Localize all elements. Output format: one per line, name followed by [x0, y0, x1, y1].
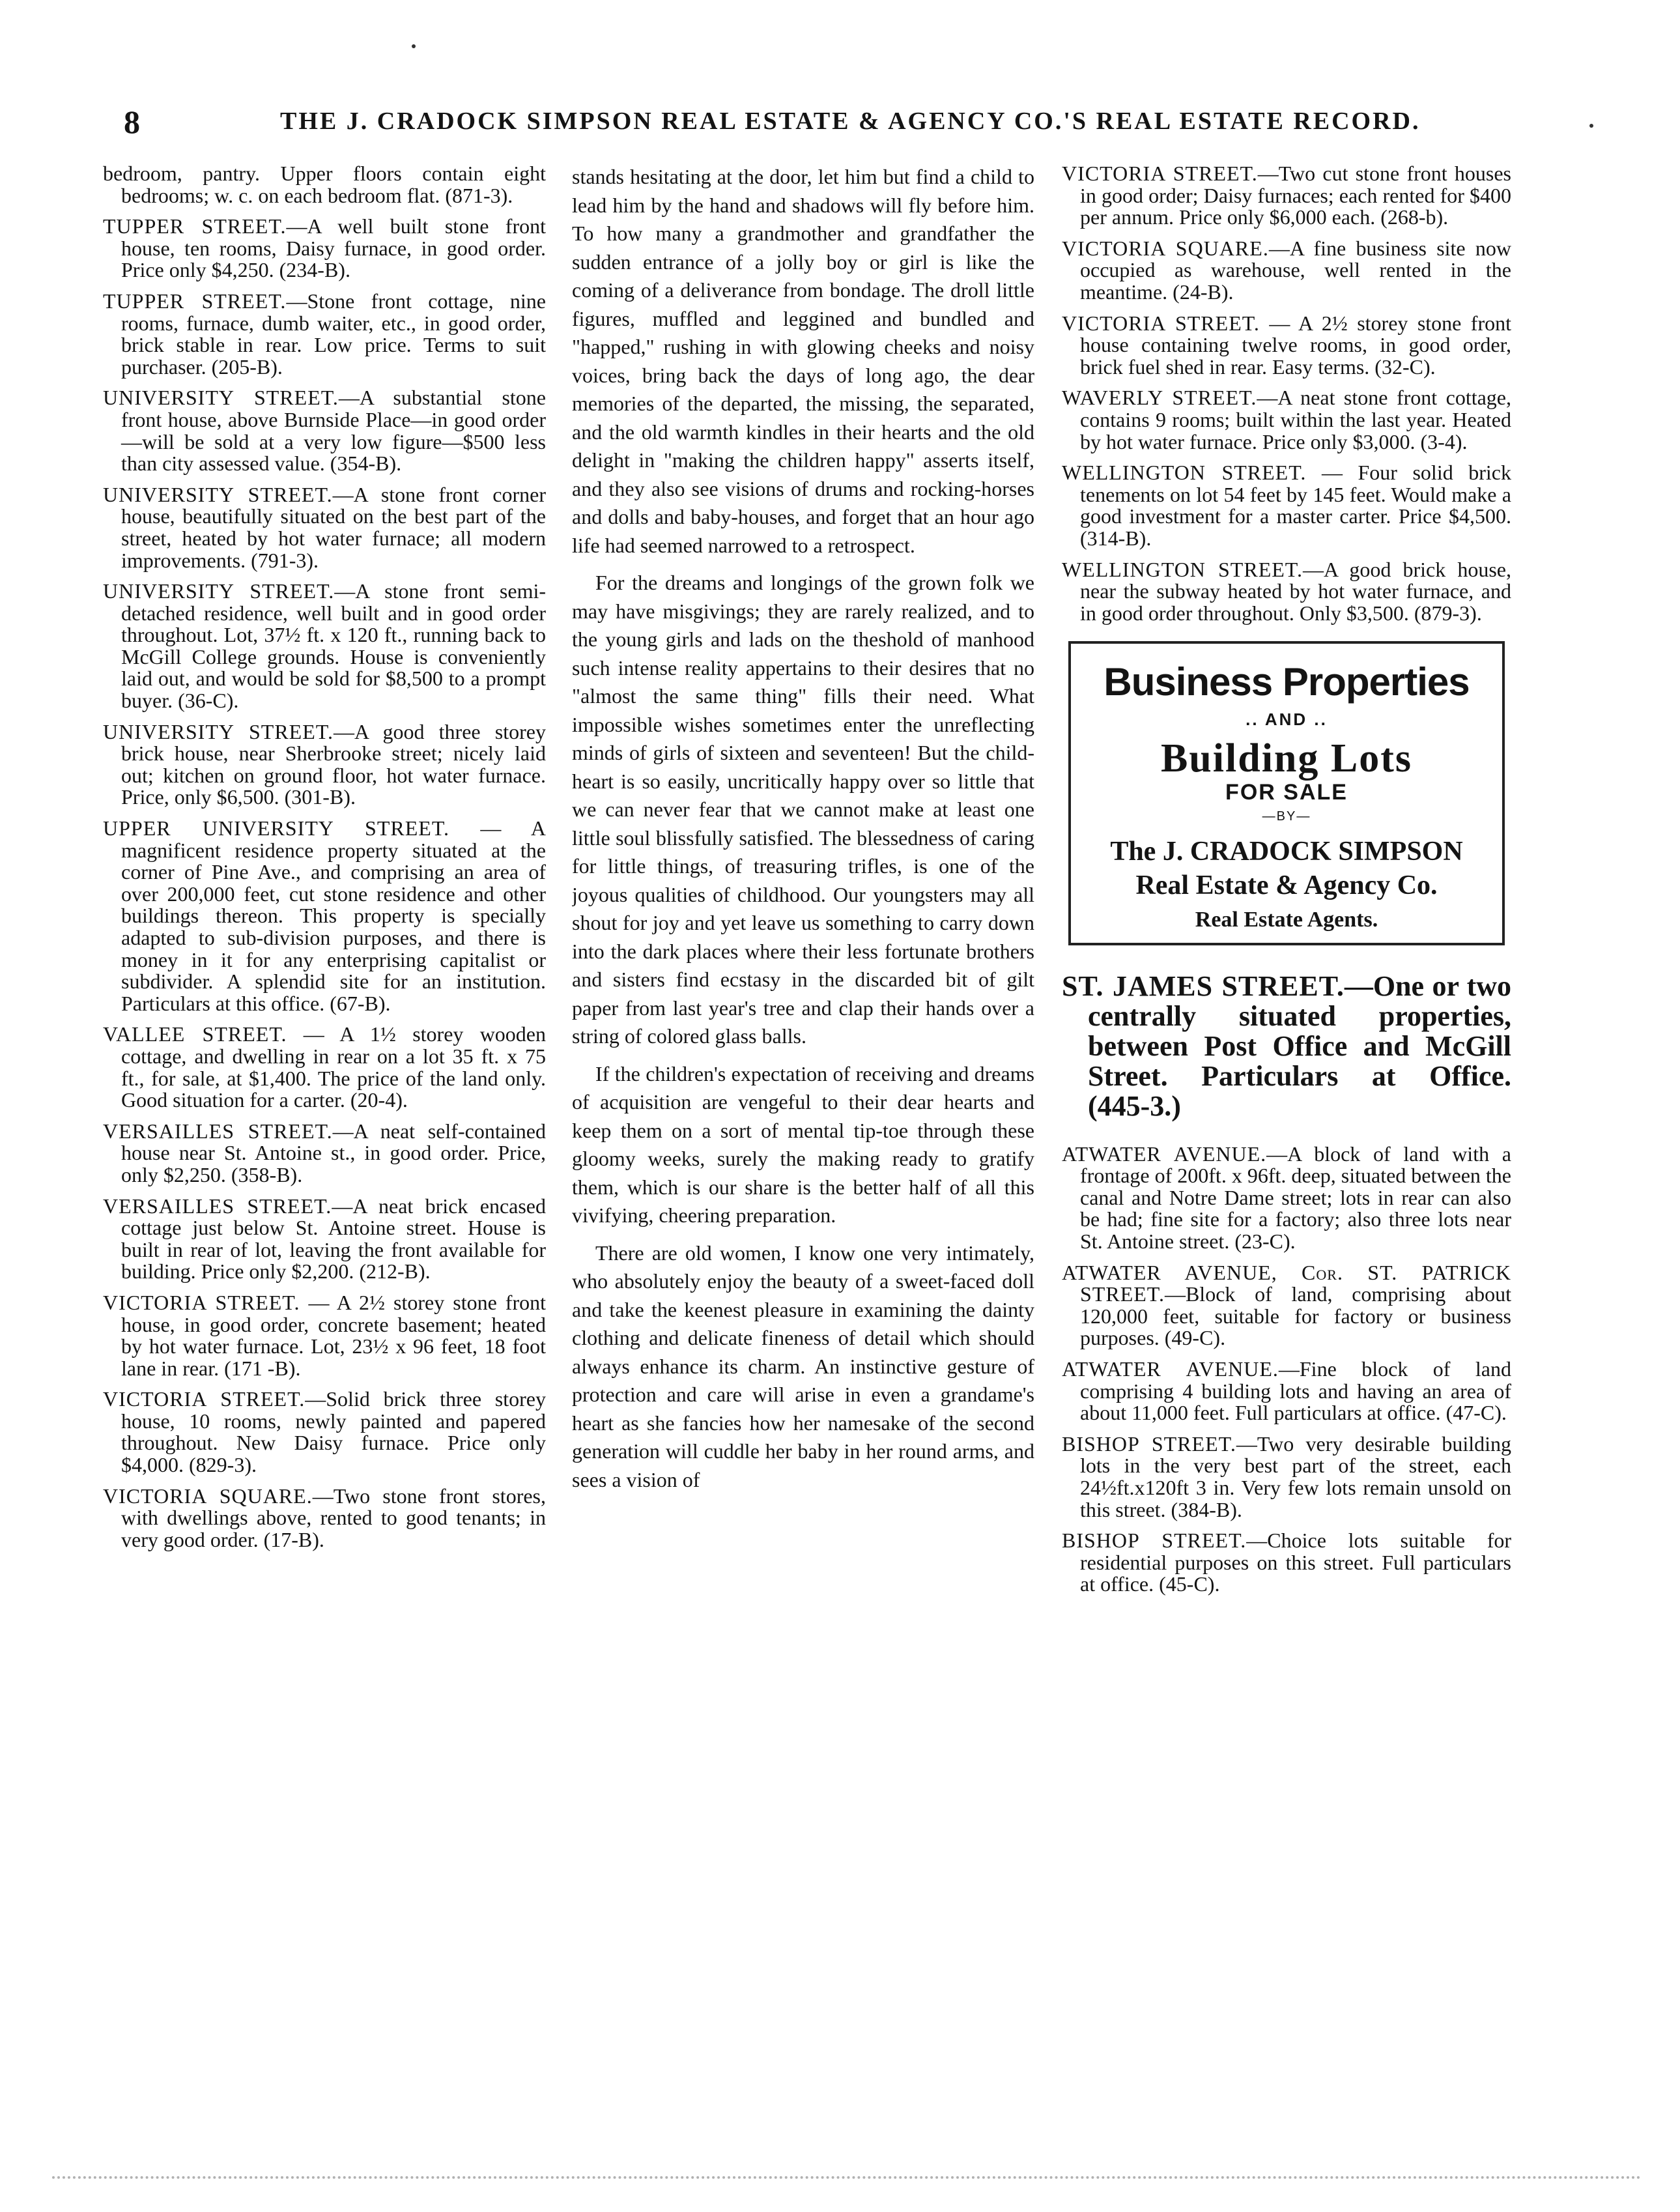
ad-headline: Business Properties — [1103, 660, 1470, 704]
bottom-smudge — [52, 2176, 1642, 2181]
listing-item — [1062, 462, 1511, 549]
ad-for-sale: FOR SALE — [1225, 779, 1348, 805]
listing-street: UNIVERSITY STREET. — [103, 482, 333, 506]
listing-item — [1062, 1262, 1511, 1349]
listing-ref: (301-B). — [284, 785, 356, 809]
listing-ref: (45-C). — [1159, 1572, 1220, 1596]
listing-street: VALLEE STREET. — [103, 1022, 287, 1046]
listing-item — [103, 1486, 546, 1551]
running-head: THE J. CRADOCK SIMPSON REAL ESTATE & AGENCY CO.'S REAL ESTATE RECORD. — [280, 108, 1421, 135]
listing-item — [103, 216, 546, 281]
listing-street: ST. JAMES STREET. — [1062, 970, 1345, 1002]
listing-item — [103, 387, 546, 474]
listing-text: — A magnificent residence property situated at the corner of Pine Ave., and comprising an area of over 200,000 feet, cut stone residence and other buildings thereon. This property is specially adapted to sub-division purposes, and there is money in it for any enterprising capitalist or subdivider. A splendid site for an institution. Particulars at this office. — [121, 816, 546, 1015]
listing-street: WAVERLY STREET. — [1062, 386, 1257, 410]
listing-text: —Fine block of land comprising 4 building lots and having an area of about 11,000 feet. Full particulars at office. — [1080, 1357, 1511, 1425]
ad-and: .. AND .. — [1246, 710, 1328, 730]
ad-company-name: The J. CRADOCK SIMPSON — [1110, 837, 1463, 867]
listing-ref: (32-C). — [1374, 354, 1436, 379]
listing-item — [103, 1388, 546, 1476]
listing-group-bottom — [1062, 1143, 1511, 1596]
listing-ref: (20-4). — [350, 1088, 408, 1112]
listing-text: —Block of land, comprising about 120,000 feet, suitable for factory or business purposes. — [1080, 1282, 1511, 1350]
listing-street: TUPPER STREET. — [103, 214, 287, 238]
column-listings-right — [1062, 163, 1511, 2131]
editorial-paragraph: For the dreams and longings of the grown folk we may have misgivings; they are rarely realized, and to the young girls and lads on the theshold of manhood such intense reality appertains to their desires that no "almost the same thing" fills their need. What impossible wishes sometimes enter the unreflecting minds of girls of sixteen and seventeen! But the child-heart is so easily, uncritically happy over so little that we can never fear that we cannot make at least one little soul blissfully satisfied. The blessedness of caring for little things, of treasuring trifles, is one of the joyous qualities of childhood. Our youngsters may all shout for joy and yet leave us something to carry down into the dark places where their less fortunate brothers and sisters find ecstasy in the discarded bit of gilt paper from last year's tree and clap their hands over a string of colored glass balls. — [572, 571, 1034, 1048]
listing-ref: (358-B). — [231, 1162, 303, 1186]
listing-featured — [1062, 971, 1511, 1121]
listing-street: UNIVERSITY STREET. — [103, 579, 335, 603]
listing-street: UNIVERSITY STREET. — [103, 386, 339, 410]
listing-text: —A neat self-contained house near St. Antoine st., in good order. Price, only $2,250. — [121, 1119, 546, 1186]
advertisement-box — [1068, 641, 1505, 945]
listing-text: —One or two centrally situated properties, between Post Office and McGill Street. Particulars at Office. — [1088, 970, 1511, 1092]
listing-street: TUPPER STREET. — [103, 289, 287, 313]
listing-group-top — [1062, 163, 1511, 624]
listing-street: UPPER UNIVERSITY STREET. — [103, 816, 449, 840]
listing-street: VICTORIA SQUARE. — [1062, 236, 1269, 260]
listing-item — [103, 291, 546, 378]
listing-item — [103, 1121, 546, 1186]
print-speck — [1589, 124, 1593, 128]
page-number: 8 — [124, 104, 140, 140]
listing-street: VICTORIA SQUARE. — [103, 1484, 313, 1508]
listing-street: VERSAILLES STREET. — [103, 1119, 333, 1143]
ad-company-name-2: Real Estate & Agency Co. — [1135, 870, 1438, 901]
listing-ref: (354-B). — [330, 452, 402, 476]
listing-ref: (49-C). — [1164, 1326, 1226, 1350]
listing-item — [1062, 1143, 1511, 1253]
editorial-paragraph: There are old women, I know one very intimately, who absolutely enjoy the beauty of a sweet-faced doll and take the keenest pleasure in examining the dainty clothing and delicate fineness of detail which should always enhance its charm. An instinctive gesture of protection and care will arise in even a grandame's heart as she fancies how her namesake of the second generation will cuddle her baby in her round arms, and sees a vision of — [572, 1241, 1034, 1491]
page-header — [124, 103, 1524, 149]
listing-ref: (829-3). — [189, 1453, 257, 1477]
listing-street: VICTORIA STREET. — [1062, 311, 1260, 335]
listing-item — [103, 1196, 546, 1283]
listing-text: —A well built stone front house, ten rooms, Daisy furnace, in good order. Price only $4,250. — [121, 214, 546, 282]
listing-item — [1062, 1358, 1511, 1424]
listing-ref: (205-B). — [211, 354, 283, 379]
listing-text: — Four solid brick tenements on lot 54 feet by 145 feet. Would make a good investment for a master carter. Price $4,500. — [1080, 461, 1511, 528]
listing-ref: (791-3). — [251, 548, 319, 572]
listing-ref: (879-3). — [1414, 601, 1482, 625]
listing-text: —A good brick house, near the subway heated by hot water furnace, and in good order throughout. Only $3,500. — [1080, 557, 1511, 625]
listing-text: —Choice lots suitable for residential purposes on this street. Full particulars at office. — [1080, 1529, 1511, 1596]
listing-street: WELLINGTON STREET. — [1062, 461, 1307, 485]
listing-text: —A substantial stone front house, above Burnside Place—in good order—will be sold at a very low figure—$500 less than city assessed value. — [121, 386, 546, 476]
listing-street: VICTORIA STREET. — [103, 1290, 300, 1314]
ad-by: —BY— — [1262, 809, 1311, 824]
listing-ref: (67-B). — [330, 991, 391, 1015]
listing-text: — A 2½ storey stone front house, in good order, concrete basement; heated by hot water furnace. Lot, 23½ x 96 feet, 18 foot lane in rear. — [121, 1290, 546, 1380]
listing-item — [103, 484, 546, 571]
listing-item — [103, 1292, 546, 1379]
editorial-paragraph: stands hesitating at the door, let him but find a child to lead him by the hand and shadows will fly before him. To how many a grandmother and grandfather the sudden entrance of a jolly boy or girl is like the coming of a deliverance from bondage. The droll little figures, muffled and leggined and bundled and "happed," rushing in with glowing cheeks and noisy voices, bring back the days of long ago, the dear memories of the departed, the missing, the separated, and the old warmth kindles in their hearts and the old delight in "making the children happy" asserts itself, and they also see visions of drums and rocking-horses and dolls and baby-houses, and forget that an hour ago life had seemed narrowed to a retrospect. — [572, 165, 1034, 557]
listing-ref: (234-B). — [279, 258, 350, 282]
listing-item — [1062, 1433, 1511, 1521]
ad-agents: Real Estate Agents. — [1195, 908, 1378, 932]
listing-text: —A neat brick encased cottage just below St. Antoine street. House is built in rear of lot, leaving the front available for building. Price only $2,200. — [121, 1194, 546, 1284]
listing-street: VICTORIA STREET. — [1062, 163, 1258, 185]
column-listings-left — [103, 163, 546, 2131]
listing-ref: (314-B). — [1080, 526, 1152, 550]
column-editorial — [572, 163, 1034, 2131]
listing-ref: (268-b). — [1380, 205, 1449, 229]
listing-item — [1062, 163, 1511, 229]
editorial-paragraph: If the children's expectation of receiving and dreams of acquisition are vengeful to their dear hearts and keep them on a sort of mental tip-toe through these gloomy weeks, surely the making ready to gratify them, which is our share is the better half of all this vivifying, cheering preparation. — [572, 1061, 1034, 1227]
listing-text: —A good three storey brick house, near Sherbrooke street; nicely laid out; kitchen on ground floor, hot water furnace. Price, only $6,500. — [121, 719, 546, 809]
listing-text: —A fine business site now occupied as warehouse, well rented in the meantime. — [1080, 236, 1511, 304]
listing-ref: (17-B). — [263, 1527, 324, 1551]
listing-street: BISHOP STREET. — [1062, 1529, 1247, 1553]
listing-street: ATWATER AVENUE. — [1062, 1357, 1279, 1381]
listing-street: BISHOP STREET. — [1062, 1431, 1236, 1456]
listing-text: —Solid brick three storey house, 10 rooms, newly painted and papered throughout. New Daisy furnace. Price only $4,000. — [121, 1387, 546, 1477]
listing-text: —Stone front cottage, nine rooms, furnace, dumb waiter, etc., in good order, brick stable in rear. Low price. Terms to suit purchaser. — [121, 289, 546, 379]
listing-ref: (3-4). — [1420, 429, 1468, 453]
listing-street: VICTORIA STREET. — [103, 1387, 306, 1411]
ad-subheadline: Building Lots — [1160, 736, 1413, 781]
listing-ref: (212-B). — [359, 1259, 431, 1284]
listing-ref: (384-B). — [1171, 1497, 1242, 1521]
listing-item — [103, 581, 546, 712]
listing-text: —A stone front corner house, beautifully situated on the best part of the street, heated by hot water furnace; all modern improvements. — [121, 482, 546, 572]
listing-item — [103, 1024, 546, 1111]
listing-item — [1062, 313, 1511, 379]
listing-item — [1062, 559, 1511, 625]
listing-item — [1062, 238, 1511, 304]
listing-text: —Two stone front stores, with dwellings above, rented to good tenants; in very good order. — [121, 1484, 546, 1551]
listing-street: ATWATER AVENUE. — [1062, 1142, 1267, 1166]
listing-item — [103, 163, 546, 207]
listing-text: —A block of land with a frontage of 200ft. x 96ft. deep, situated between the canal and Notre Dame street; lots in rear can also be had; fine site for a factory; also three lots near St. Antoine street. — [1080, 1142, 1511, 1254]
listing-ref: (47-C). — [1445, 1401, 1507, 1425]
listing-text: —A stone front semi-detached residence, well built and in good order throughout. Lot, 37½ ft. x 120 ft., running back to McGill College grounds. House is conveniently laid out, and would be sold for $8,500 to a prompt buyer. — [121, 579, 546, 713]
listing-street: WELLINGTON STREET. — [1062, 557, 1303, 581]
listing-ref: (36-C). — [178, 689, 239, 713]
listing-ref: (871-3). — [445, 183, 513, 207]
listing-item — [1062, 1530, 1511, 1596]
listing-item — [103, 818, 546, 1014]
listing-text: —Two very desirable building lots in the very best part of the street, each 24½ft.x120ft 3 in. Very few lots remain unsold on this street. — [1080, 1431, 1511, 1521]
listing-ref: (445-3.) — [1088, 1089, 1181, 1122]
listing-street: ATWATER AVENUE, Cor. ST. PATRICK STREET. — [1062, 1260, 1511, 1306]
listing-item — [1062, 387, 1511, 453]
listing-street: UNIVERSITY STREET. — [103, 719, 334, 743]
listing-item — [103, 721, 546, 809]
listing-text: — A 1½ storey wooden cottage, and dwelling in rear on a lot 35 ft. x 75 ft., for sale, at $1,400. The price of the land only. Good situation for a carter. — [121, 1022, 546, 1112]
listing-text: bedroom, pantry. Upper floors contain eight bedrooms; w. c. on each bedroom flat. — [103, 163, 546, 207]
print-speck — [412, 44, 416, 48]
listing-ref: (24-B). — [1173, 280, 1234, 304]
listing-street: VERSAILLES STREET. — [103, 1194, 332, 1218]
listing-ref: (171 -B). — [224, 1356, 301, 1380]
listing-text: —Two cut stone front houses in good order; Daisy furnaces; each rented for $400 per annum. Price only $6,000 each. — [1080, 163, 1511, 229]
listing-text: — A 2½ storey stone front house containing twelve rooms, in good order, brick fuel shed in rear. Easy terms. — [1080, 311, 1511, 379]
listing-ref: (23-C). — [1234, 1229, 1296, 1254]
listing-text: —A neat stone front cottage, contains 9 rooms; built within the last year. Heated by hot water furnace. Price only $3,000. — [1080, 386, 1511, 453]
